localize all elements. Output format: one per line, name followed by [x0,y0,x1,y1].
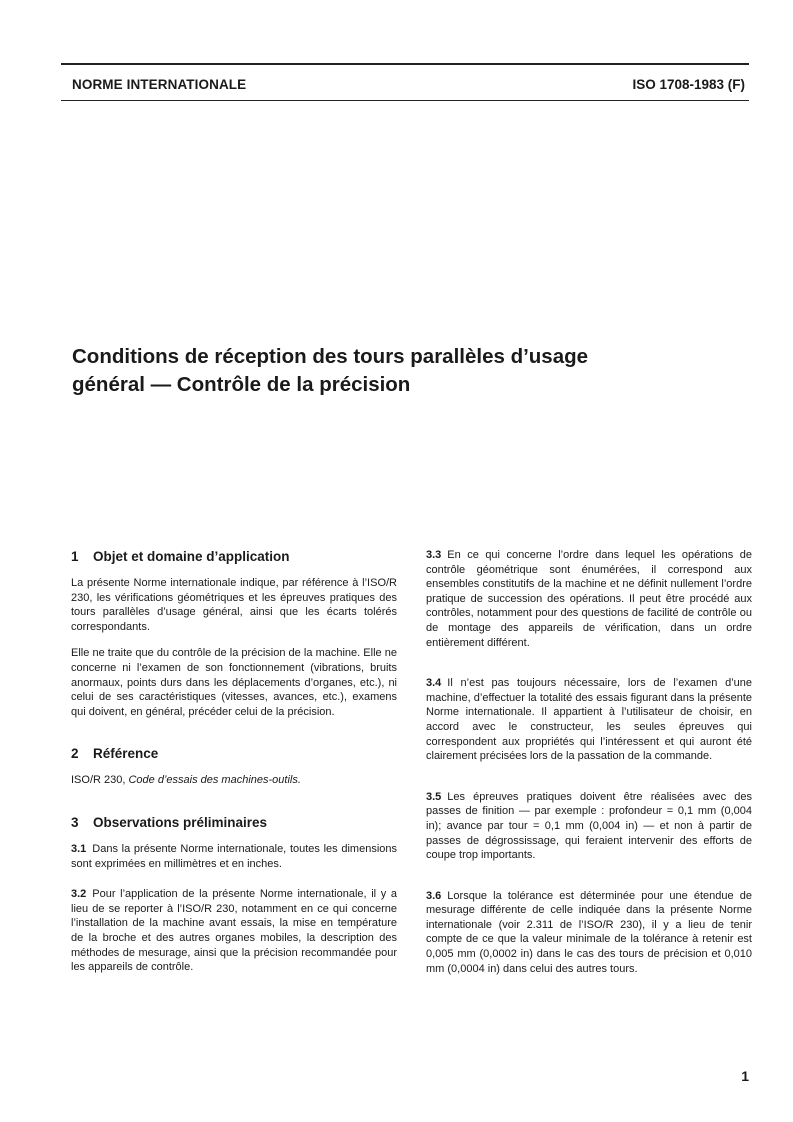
reference-title: Code d’essais des machines-outils. [128,774,301,787]
section-1-heading [71,548,397,565]
header-rule-bottom [61,100,749,101]
clause-3-1-number: 3.1 [71,842,87,855]
clause-3-4-number: 3.4 [426,677,442,690]
section-2-title: Référence [93,746,159,762]
title-line-2: général — Contrôle de la précision [72,373,411,396]
clause-3-4 [426,676,752,764]
reference-code: ISO/R 230, [71,774,126,787]
clause-3-6-text: Lorsque la tolérance est déterminée pour une étendue de mesurage différente de celle indiquée dans la présente Norme internationale (voir 2.311 de l’ISO/R 230), il y a lieu de tenir compte de ce que la valeur minimale de la tolérance à retenir est 0,005 mm (0,0002 in) dans le cas des tours de précision et 0,010 mm (0,0004 in) dans celui des autres tours. [426,889,752,975]
clause-3-2-text: Pour l’application de la présente Norme internationale, il y a lieu de se reporter à l’ISO/R 230, notamment en ce qui concerne l’installation de la machine avant essais, la mise en température de la broche et des autres organes mobiles, la description des méthodes de mesurage, ainsi que la précision recommandée pour les appareils de contrôle. [71,888,397,974]
clause-3-1-text: Dans la présente Norme internationale, toutes les dimensions sont exprimées en millimètres et en inches. [71,842,397,870]
clause-3-4-text: Il n’est pas toujours nécessaire, lors de l’examen d’une machine, d’effectuer la totalité des essais figurant dans la présente Norme internationale. Il appartient à l’utilisateur de choisir, en accord avec le constructeur, les seules épreuves qui correspondent aux propriétés qui l’intéressent et qui auront été clairement précisées lors de la passation de la commande. [426,677,752,763]
document-title [72,343,732,399]
clause-3-6-number: 3.6 [426,889,442,902]
section-2-reference [71,773,397,788]
section-3-heading [71,814,397,831]
clause-3-2 [71,887,397,975]
clause-3-5-text: Les épreuves pratiques doivent être réalisées avec des passes de finition — par exemple : profondeur = 0,1 mm (0,004 in); avance par tour = 0,1 mm (0,004 in) — et non à partir de passes de dégrossissage, qui feraient intervenir des efforts de coupe trop importants. [426,790,752,862]
section-2-number: 2 [71,746,79,762]
section-1-paragraph-1: La présente Norme internationale indique, par référence à l’ISO/R 230, les vérifications géométriques et les épreuves pratiques des tours parallèles d’usage général, ainsi que les écarts tolérés correspondants. [71,577,397,633]
clause-3-2-number: 3.2 [71,888,87,901]
header-rule-top [61,63,749,65]
clause-3-1 [71,842,397,871]
section-3-title: Observations préliminaires [93,814,268,830]
clause-3-6 [426,889,752,977]
section-3-number: 3 [71,814,79,830]
section-2-heading [71,745,397,762]
right-column [426,548,752,988]
clause-3-3-number: 3.3 [426,549,442,561]
section-1-number: 1 [71,549,79,564]
title-line-1: Conditions de réception des tours parallèles d’usage [72,345,589,368]
header-standard-number: ISO 1708-1983 (F) [632,77,745,92]
clause-3-5 [426,790,752,863]
section-1-paragraph-2: Elle ne traite que du contrôle de la précision de la machine. Elle ne concerne ni l’examen de son fonctionnement (vibrations, bruits anormaux, points durs dans les déplacements d’organes, etc.), ni celui de ses caractéristiques (vitesses, avances, etc.), examens qui doivent, en général, précéder celui de la précision. [71,647,397,718]
clause-3-3-text: En ce qui concerne l’ordre dans lequel les opérations de contrôle géométrique sont énumérées, il correspond aux ensembles constitutifs de la machine et ne définit nullement l’ordre pratique de succession des opérations. Il peut être procédé aux contrôles, notamment pour des questions de facilité de contrôle ou de montage des appareils de vérification, dans un ordre entièrement différent. [426,549,752,649]
left-column [71,548,397,987]
section-1-title: Objet et domaine d’application [93,549,290,564]
page-number: 1 [741,1068,749,1084]
clause-3-3 [426,548,752,650]
clause-3-5-number: 3.5 [426,790,442,803]
header-standard-type: NORME INTERNATIONALE [72,77,247,92]
